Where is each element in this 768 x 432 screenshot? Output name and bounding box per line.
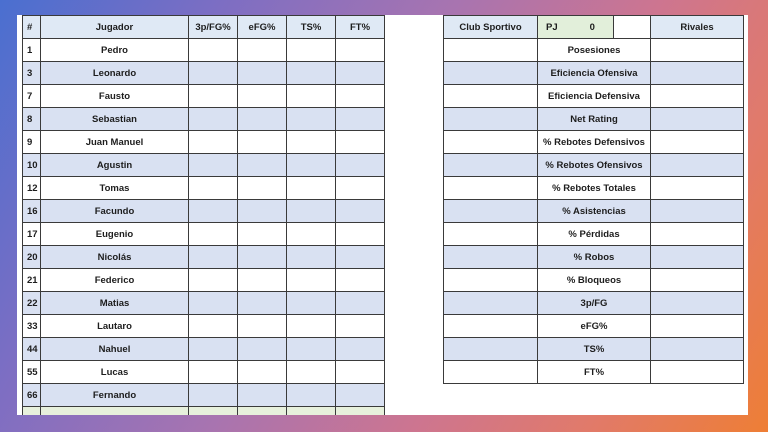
cell-ts[interactable]: [287, 200, 336, 223]
player-name[interactable]: Juan Manuel: [41, 131, 189, 154]
metric-label: % Bloqueos: [538, 269, 651, 292]
player-name[interactable]: Federico: [41, 269, 189, 292]
cell-3p-fg[interactable]: [189, 292, 238, 315]
cell-ft[interactable]: [336, 200, 385, 223]
rival-value[interactable]: [651, 315, 744, 338]
cell-ft[interactable]: [336, 315, 385, 338]
cell-ft[interactable]: [336, 246, 385, 269]
rival-value[interactable]: [651, 338, 744, 361]
header-player[interactable]: Jugador: [41, 16, 189, 39]
metric-label: 3p/FG: [538, 292, 651, 315]
blank-header-cell[interactable]: [614, 16, 651, 39]
player-row: [23, 200, 385, 223]
cell-efg[interactable]: [238, 39, 287, 62]
rival-value[interactable]: [651, 108, 744, 131]
player-number[interactable]: 66: [23, 384, 41, 407]
cell-ts[interactable]: [287, 269, 336, 292]
player-name[interactable]: Nicolás: [41, 246, 189, 269]
cell-efg[interactable]: [238, 85, 287, 108]
metric-label: % Pérdidas: [538, 223, 651, 246]
metric-row: [444, 361, 744, 384]
cell-3p-fg[interactable]: [189, 223, 238, 246]
team-value[interactable]: [444, 108, 538, 131]
cell-3p-fg[interactable]: [189, 338, 238, 361]
player-row: [23, 223, 385, 246]
team-stats-table: [443, 15, 744, 384]
player-name[interactable]: Matias: [41, 292, 189, 315]
cell-efg[interactable]: [238, 384, 287, 407]
player-row-partial: [23, 407, 385, 416]
player-name[interactable]: Tomas: [41, 177, 189, 200]
metric-label: % Asistencias: [538, 200, 651, 223]
rival-value[interactable]: [651, 292, 744, 315]
cell-ft[interactable]: [336, 361, 385, 384]
cell-ts[interactable]: [287, 39, 336, 62]
cell-efg[interactable]: [238, 62, 287, 85]
player-number[interactable]: 21: [23, 269, 41, 292]
rivals-header[interactable]: Rivales: [651, 16, 744, 39]
player-name[interactable]: [41, 407, 189, 416]
cell-ft[interactable]: [336, 384, 385, 407]
team-value[interactable]: [444, 177, 538, 200]
cell-efg[interactable]: [238, 407, 287, 416]
player-row: [23, 39, 385, 62]
player-number[interactable]: [23, 407, 41, 416]
cell-ft[interactable]: [336, 223, 385, 246]
team-value[interactable]: [444, 154, 538, 177]
cell-ft[interactable]: [336, 131, 385, 154]
header-efg[interactable]: eFG%: [238, 16, 287, 39]
cell-efg[interactable]: [238, 269, 287, 292]
cell-ft[interactable]: [336, 108, 385, 131]
rival-value[interactable]: [651, 361, 744, 384]
player-number[interactable]: 33: [23, 315, 41, 338]
team-value[interactable]: [444, 361, 538, 384]
metric-row: [444, 108, 744, 131]
player-row: [23, 338, 385, 361]
player-number[interactable]: 10: [23, 154, 41, 177]
player-row: [23, 154, 385, 177]
rival-value[interactable]: [651, 223, 744, 246]
header-ft[interactable]: FT%: [336, 16, 385, 39]
cell-ts[interactable]: [287, 62, 336, 85]
cell-3p-fg[interactable]: [189, 269, 238, 292]
cell-3p-fg[interactable]: [189, 315, 238, 338]
metric-row: [444, 246, 744, 269]
cell-ts[interactable]: [287, 223, 336, 246]
cell-ts[interactable]: [287, 361, 336, 384]
player-row: [23, 361, 385, 384]
player-row: [23, 384, 385, 407]
cell-efg[interactable]: [238, 108, 287, 131]
cell-ts[interactable]: [287, 292, 336, 315]
player-name[interactable]: Fernando: [41, 384, 189, 407]
players-table: [22, 15, 385, 415]
player-number[interactable]: 7: [23, 85, 41, 108]
cell-3p-fg[interactable]: [189, 85, 238, 108]
cell-efg[interactable]: [238, 154, 287, 177]
metric-row: [444, 200, 744, 223]
team-value[interactable]: [444, 223, 538, 246]
cell-3p-fg[interactable]: [189, 62, 238, 85]
cell-efg[interactable]: [238, 223, 287, 246]
games-played-value: 0: [589, 21, 595, 33]
rival-value[interactable]: [651, 154, 744, 177]
metric-row: [444, 39, 744, 62]
metric-label: TS%: [538, 338, 651, 361]
team-header-row: [444, 16, 744, 39]
player-name[interactable]: Sebastian: [41, 108, 189, 131]
metric-row: [444, 154, 744, 177]
player-row: [23, 62, 385, 85]
cell-3p-fg[interactable]: [189, 407, 238, 416]
players-header-row: [23, 16, 385, 39]
cell-ts[interactable]: [287, 85, 336, 108]
cell-ts[interactable]: [287, 407, 336, 416]
header-3p-fg[interactable]: 3p/FG%: [189, 16, 238, 39]
cell-3p-fg[interactable]: [189, 39, 238, 62]
cell-efg[interactable]: [238, 131, 287, 154]
rival-value[interactable]: [651, 177, 744, 200]
player-number[interactable]: 8: [23, 108, 41, 131]
team-value[interactable]: [444, 200, 538, 223]
player-number[interactable]: 44: [23, 338, 41, 361]
player-name[interactable]: Lautaro: [41, 315, 189, 338]
metric-row: [444, 62, 744, 85]
cell-ft[interactable]: [336, 338, 385, 361]
player-name[interactable]: Pedro: [41, 39, 189, 62]
player-number[interactable]: 16: [23, 200, 41, 223]
metric-row: [444, 269, 744, 292]
player-row: [23, 246, 385, 269]
metric-label: Eficiencia Ofensiva: [538, 62, 651, 85]
team-value[interactable]: [444, 131, 538, 154]
player-row: [23, 269, 385, 292]
header-ts[interactable]: TS%: [287, 16, 336, 39]
player-row: [23, 177, 385, 200]
cell-3p-fg[interactable]: [189, 200, 238, 223]
metric-label: FT%: [538, 361, 651, 384]
cell-3p-fg[interactable]: [189, 246, 238, 269]
cell-ts[interactable]: [287, 384, 336, 407]
metric-label: % Robos: [538, 246, 651, 269]
player-row: [23, 292, 385, 315]
metric-row: [444, 292, 744, 315]
cell-ft[interactable]: [336, 62, 385, 85]
metric-row: [444, 85, 744, 108]
rival-value[interactable]: [651, 269, 744, 292]
header-number[interactable]: #: [23, 16, 41, 39]
cell-ft[interactable]: [336, 154, 385, 177]
player-name[interactable]: Nahuel: [41, 338, 189, 361]
player-number[interactable]: 12: [23, 177, 41, 200]
player-name[interactable]: Eugenio: [41, 223, 189, 246]
player-number[interactable]: 20: [23, 246, 41, 269]
player-name[interactable]: Fausto: [41, 85, 189, 108]
metric-row: [444, 131, 744, 154]
player-number[interactable]: 55: [23, 361, 41, 384]
metric-row: [444, 338, 744, 361]
team-value[interactable]: [444, 315, 538, 338]
player-name[interactable]: Facundo: [41, 200, 189, 223]
cell-efg[interactable]: [238, 246, 287, 269]
metric-label: Net Rating: [538, 108, 651, 131]
cell-efg[interactable]: [238, 338, 287, 361]
metric-label: % Rebotes Defensivos: [538, 131, 651, 154]
cell-3p-fg[interactable]: [189, 361, 238, 384]
player-number[interactable]: 17: [23, 223, 41, 246]
games-played-cell[interactable]: [538, 16, 614, 39]
metric-label: Eficiencia Defensiva: [538, 85, 651, 108]
cell-3p-fg[interactable]: [189, 154, 238, 177]
cell-ft[interactable]: [336, 407, 385, 416]
cell-efg[interactable]: [238, 200, 287, 223]
rival-value[interactable]: [651, 131, 744, 154]
rival-value[interactable]: [651, 246, 744, 269]
team-value[interactable]: [444, 85, 538, 108]
player-number[interactable]: 1: [23, 39, 41, 62]
cell-ft[interactable]: [336, 85, 385, 108]
cell-efg[interactable]: [238, 361, 287, 384]
metric-label: eFG%: [538, 315, 651, 338]
cell-ts[interactable]: [287, 154, 336, 177]
team-name-header[interactable]: Club Sportivo: [444, 16, 538, 39]
team-value[interactable]: [444, 338, 538, 361]
rival-value[interactable]: [651, 200, 744, 223]
rival-value[interactable]: [651, 85, 744, 108]
cell-ft[interactable]: [336, 269, 385, 292]
spreadsheet-sheet: [17, 15, 748, 415]
metric-label: % Rebotes Totales: [538, 177, 651, 200]
team-value[interactable]: [444, 246, 538, 269]
player-row: [23, 108, 385, 131]
cell-ts[interactable]: [287, 177, 336, 200]
team-value[interactable]: [444, 269, 538, 292]
player-name[interactable]: Lucas: [41, 361, 189, 384]
cell-ft[interactable]: [336, 39, 385, 62]
metric-label: % Rebotes Ofensivos: [538, 154, 651, 177]
player-name[interactable]: Agustin: [41, 154, 189, 177]
cell-3p-fg[interactable]: [189, 108, 238, 131]
metric-row: [444, 177, 744, 200]
cell-ts[interactable]: [287, 131, 336, 154]
cell-3p-fg[interactable]: [189, 177, 238, 200]
player-row: [23, 131, 385, 154]
cell-ts[interactable]: [287, 338, 336, 361]
player-number[interactable]: 9: [23, 131, 41, 154]
player-number[interactable]: 3: [23, 62, 41, 85]
player-name[interactable]: Leonardo: [41, 62, 189, 85]
metric-label: Posesiones: [538, 39, 651, 62]
cell-efg[interactable]: [238, 177, 287, 200]
cell-ts[interactable]: [287, 246, 336, 269]
games-played-label: PJ: [546, 21, 558, 33]
team-value[interactable]: [444, 62, 538, 85]
metric-row: [444, 315, 744, 338]
team-value[interactable]: [444, 292, 538, 315]
rival-value[interactable]: [651, 62, 744, 85]
cell-ts[interactable]: [287, 108, 336, 131]
cell-ft[interactable]: [336, 292, 385, 315]
player-number[interactable]: 22: [23, 292, 41, 315]
metric-row: [444, 223, 744, 246]
cell-efg[interactable]: [238, 315, 287, 338]
team-value[interactable]: [444, 39, 538, 62]
cell-ts[interactable]: [287, 315, 336, 338]
cell-efg[interactable]: [238, 292, 287, 315]
cell-ft[interactable]: [336, 177, 385, 200]
player-row: [23, 85, 385, 108]
rival-value[interactable]: [651, 39, 744, 62]
cell-3p-fg[interactable]: [189, 384, 238, 407]
cell-3p-fg[interactable]: [189, 131, 238, 154]
player-row: [23, 315, 385, 338]
